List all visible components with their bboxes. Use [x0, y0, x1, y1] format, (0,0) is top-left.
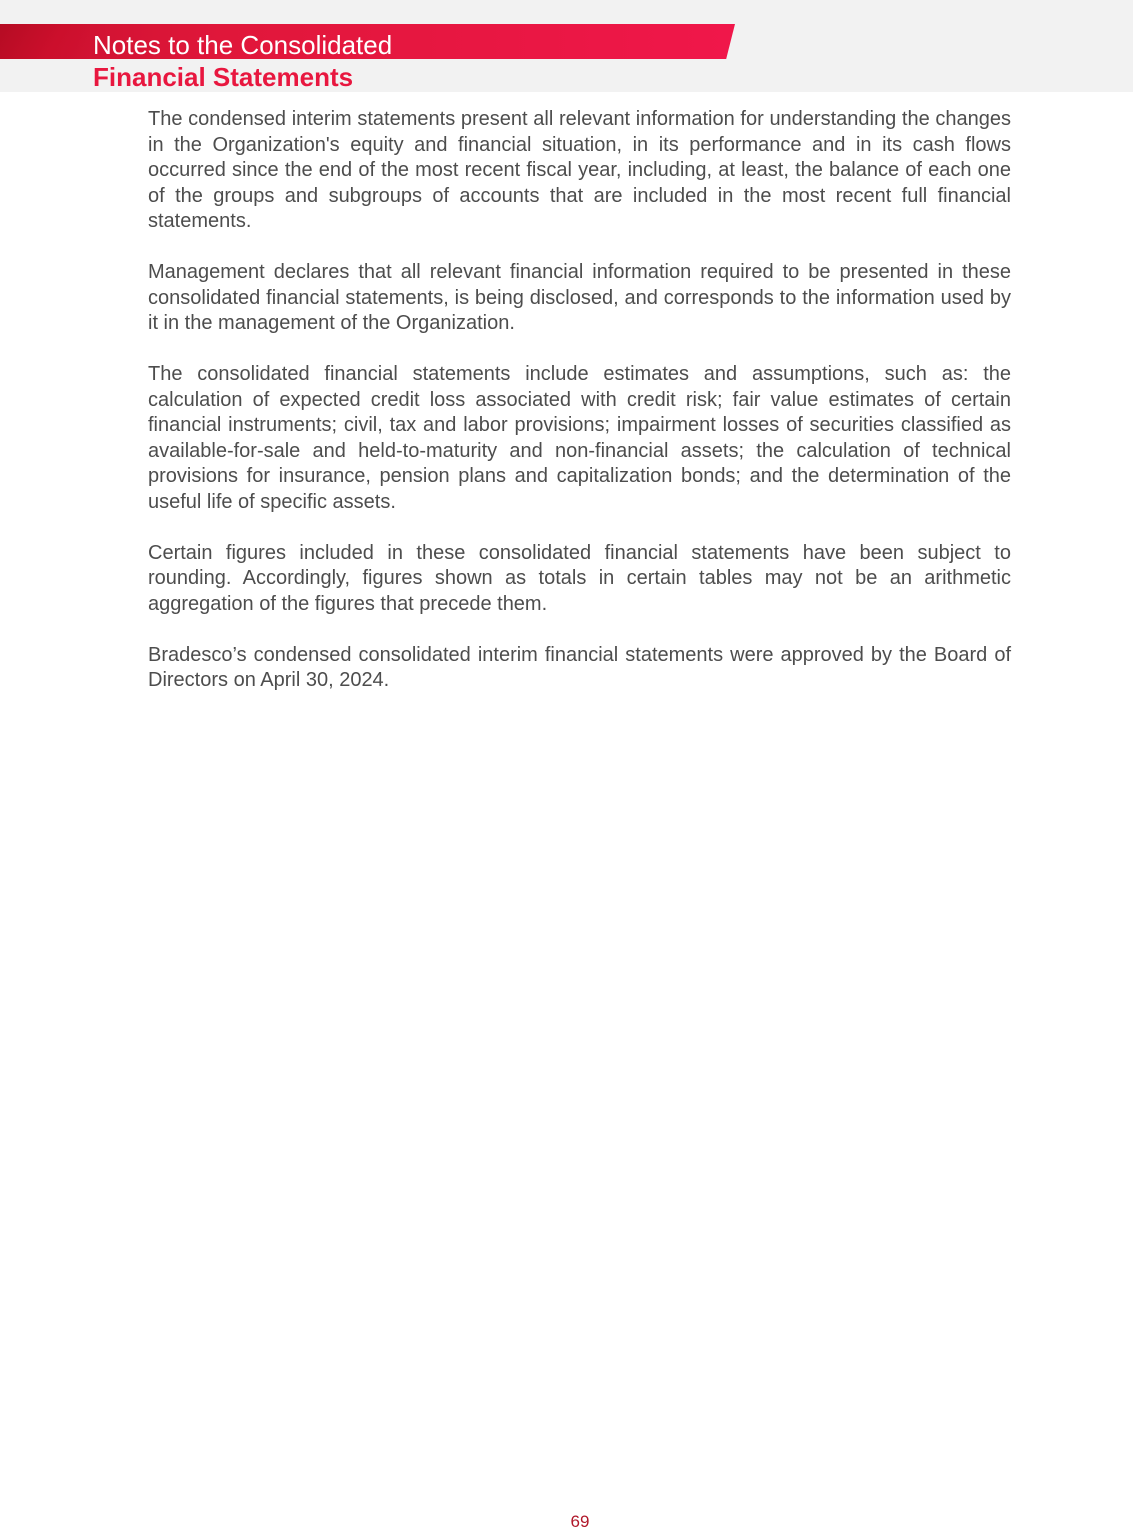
page-title-line1: Notes to the Consolidated	[93, 30, 393, 60]
page-title-line2: Financial Statements	[93, 62, 354, 92]
paragraph: Bradesco’s condensed consolidated interim financial statements were approved by the Board of Directors on April 30, 2024.	[148, 643, 1011, 691]
paragraph: Management declares that all relevant financial information required to be presented in these consolidated financial statements, is being disclosed, and corresponds to the information used by it in the management of the Organization.	[148, 261, 1011, 334]
paragraph: Certain figures included in these consolidated financial statements have been subject to rounding. Accordingly, figures shown as totals in certain tables may not be an arithmetic aggregation of the figures that precede them.	[148, 541, 1011, 615]
body-content	[148, 107, 1011, 719]
page-number: 69	[570, 1512, 590, 1531]
paragraph: The condensed interim statements present all relevant information for understanding the changes in the Organization's equity and financial situation, in its performance and in its cash flows occurred since the end of the most recent fiscal year, including, at least, the balance of each one of the groups and subgroups of accounts that are included in the most recent full financial statements.	[148, 108, 1011, 232]
paragraph: The consolidated financial statements include estimates and assumptions, such as: the calculation of expected credit loss associated with credit risk; fair value estimates of certain financial instruments; civil, tax and labor provisions; impairment losses of securities classified as available-for-sale and held-to-maturity and non-financial assets; the calculation of technical provisions for insurance, pension plans and capitalization bonds; and the determination of the useful life of specific assets.	[148, 363, 1011, 513]
